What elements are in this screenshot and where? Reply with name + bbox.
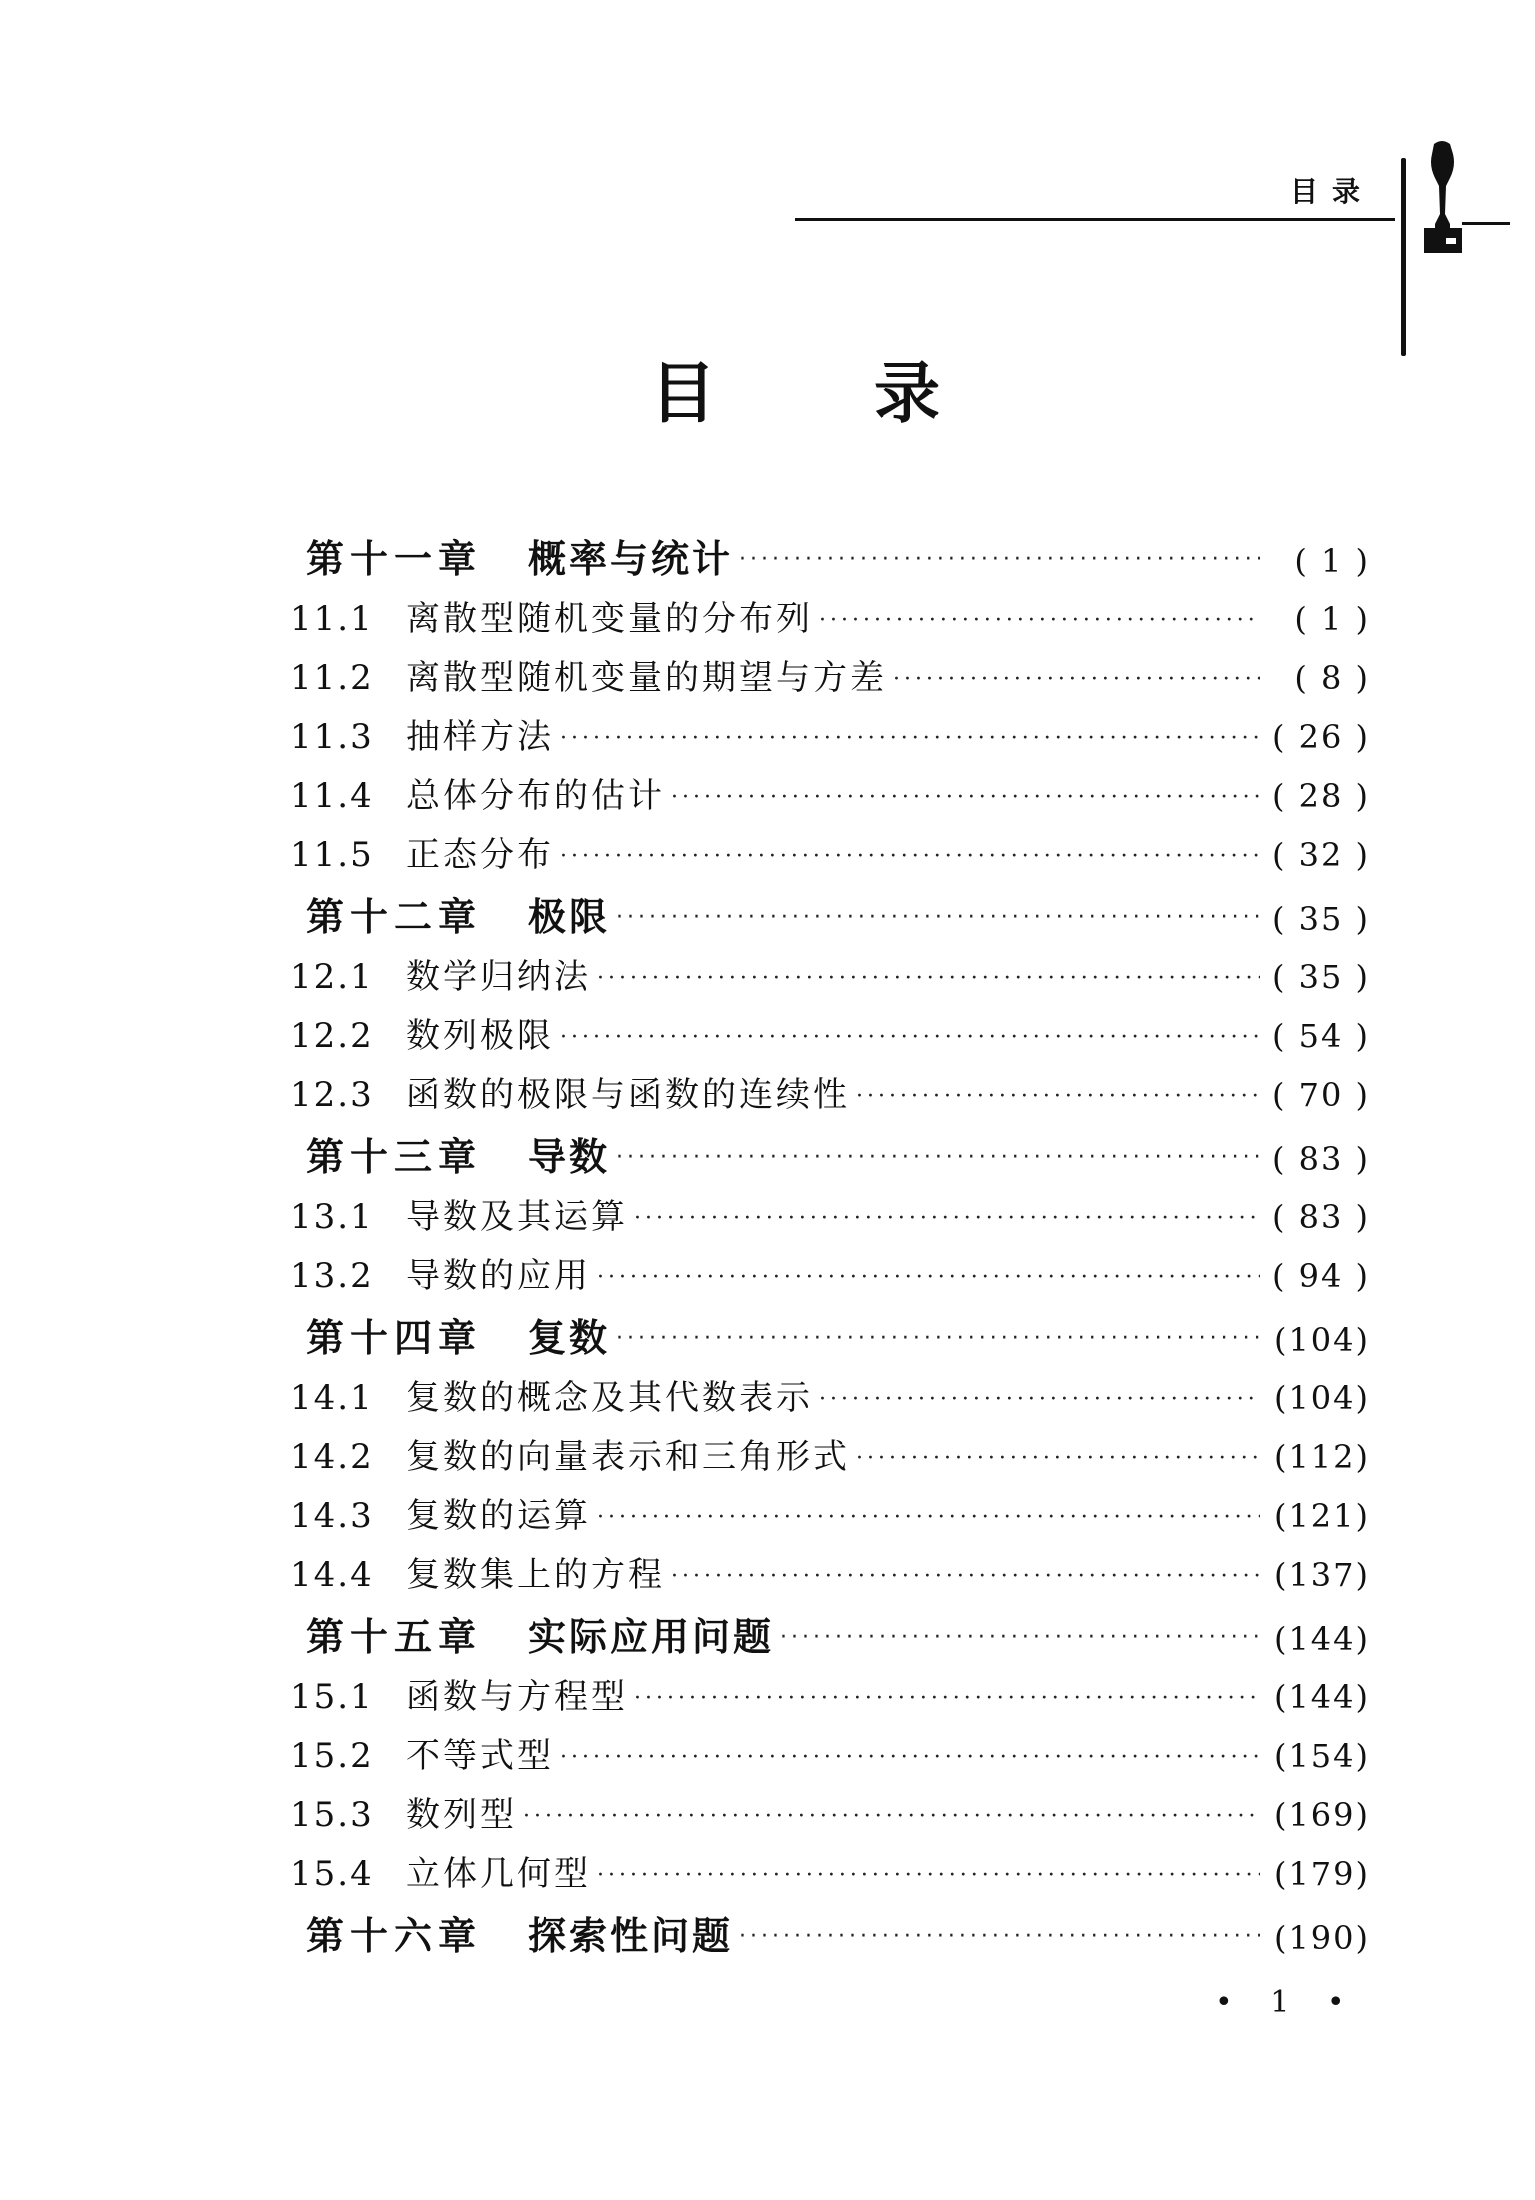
entry-page: (112)	[1273, 1438, 1370, 1476]
entry-number: 11.1	[290, 599, 374, 639]
toc-section-entry[interactable]	[290, 1067, 1370, 1126]
toc-section-entry[interactable]	[290, 1370, 1370, 1429]
dot-leader	[893, 669, 1260, 691]
entry-title: 实际应用问题	[528, 1615, 775, 1659]
dot-leader	[597, 968, 1260, 990]
dot-leader	[819, 610, 1260, 632]
entry-page: ( 8 )	[1294, 659, 1370, 697]
dot-leader	[616, 1328, 1260, 1350]
toc-chapter-entry[interactable]	[290, 1606, 1370, 1669]
entry-page: ( 32 )	[1271, 836, 1370, 874]
entry-number: 14.1	[290, 1378, 374, 1418]
toc-section-entry[interactable]	[290, 1547, 1370, 1606]
dot-leader	[560, 846, 1260, 868]
toc-section-entry[interactable]	[290, 1008, 1370, 1067]
entry-page: ( 1 )	[1294, 600, 1370, 638]
entry-title: 探索性问题	[528, 1914, 734, 1958]
dot-leader	[856, 1086, 1260, 1108]
entry-number: 12.3	[290, 1075, 374, 1115]
entry-number: 13.2	[290, 1256, 374, 1296]
entry-page: (104)	[1273, 1379, 1370, 1417]
entry-page: ( 35 )	[1271, 900, 1370, 938]
dot-leader	[856, 1448, 1260, 1470]
entry-title: 不等式型	[406, 1736, 554, 1776]
toc-section-entry[interactable]	[290, 949, 1370, 1008]
entry-page: (137)	[1273, 1556, 1370, 1594]
entry-page: (190)	[1273, 1919, 1370, 1957]
entry-number: 15.4	[290, 1854, 374, 1894]
entry-title: 抽样方法	[406, 717, 554, 757]
header-rule	[795, 218, 1395, 221]
entry-page: ( 94 )	[1271, 1257, 1370, 1295]
entry-number: 11.5	[290, 835, 374, 875]
entry-page: (144)	[1273, 1620, 1370, 1658]
entry-title: 复数的概念及其代数表示	[406, 1378, 813, 1418]
dot-leader	[523, 1806, 1260, 1828]
trophy-icon	[1420, 140, 1465, 255]
table-of-contents	[290, 528, 1370, 1968]
toc-section-entry[interactable]	[290, 768, 1370, 827]
entry-page: (154)	[1273, 1737, 1370, 1775]
dot-leader	[780, 1627, 1260, 1649]
entry-number: 12.2	[290, 1016, 374, 1056]
entry-title: 导数的应用	[406, 1256, 591, 1296]
dot-leader	[671, 787, 1260, 809]
entry-title: 离散型随机变量的期望与方差	[406, 658, 887, 698]
entry-number: 第十四章	[306, 1316, 483, 1360]
entry-number: 第十五章	[306, 1615, 483, 1659]
entry-number: 第十二章	[306, 895, 483, 939]
toc-chapter-entry[interactable]	[290, 886, 1370, 949]
toc-section-entry[interactable]	[290, 1429, 1370, 1488]
dot-leader	[634, 1688, 1260, 1710]
toc-chapter-entry[interactable]	[290, 528, 1370, 591]
entry-page: (121)	[1273, 1497, 1370, 1535]
entry-title: 极限	[528, 895, 611, 939]
dot-leader	[597, 1507, 1260, 1529]
entry-title: 复数	[528, 1316, 611, 1360]
entry-number: 11.2	[290, 658, 374, 698]
page-title: 目录	[650, 355, 1098, 432]
entry-page: ( 83 )	[1271, 1140, 1370, 1178]
toc-section-entry[interactable]	[290, 1669, 1370, 1728]
toc-section-entry[interactable]	[290, 591, 1370, 650]
entry-number: 11.3	[290, 717, 374, 757]
entry-title: 函数的极限与函数的连续性	[406, 1075, 850, 1115]
toc-section-entry[interactable]	[290, 1189, 1370, 1248]
entry-number: 15.3	[290, 1795, 374, 1835]
entry-number: 第十三章	[306, 1135, 483, 1179]
entry-number: 第十六章	[306, 1914, 483, 1958]
entry-number: 13.1	[290, 1197, 374, 1237]
entry-page: ( 83 )	[1271, 1198, 1370, 1236]
entry-title: 导数	[528, 1135, 611, 1179]
entry-page: ( 54 )	[1271, 1017, 1370, 1055]
dot-leader	[597, 1267, 1260, 1289]
toc-chapter-entry[interactable]	[290, 1905, 1370, 1968]
dot-leader	[560, 1747, 1260, 1769]
entry-title: 数列型	[406, 1795, 517, 1835]
toc-section-entry[interactable]	[290, 1488, 1370, 1547]
toc-section-entry[interactable]	[290, 709, 1370, 768]
entry-page: (179)	[1273, 1855, 1370, 1893]
entry-title: 离散型随机变量的分布列	[406, 599, 813, 639]
entry-number: 14.4	[290, 1555, 374, 1595]
entry-page: ( 26 )	[1271, 718, 1370, 756]
entry-page: (169)	[1273, 1796, 1370, 1834]
entry-number: 12.1	[290, 957, 374, 997]
toc-section-entry[interactable]	[290, 1846, 1370, 1905]
entry-page: ( 35 )	[1271, 958, 1370, 996]
entry-title: 复数集上的方程	[406, 1555, 665, 1595]
dot-leader	[671, 1566, 1260, 1588]
entry-number: 第十一章	[306, 537, 483, 581]
header-rule-right	[1462, 222, 1510, 225]
dot-leader	[739, 549, 1260, 571]
page-number: • 1 •	[1215, 1985, 1359, 2020]
entry-title: 复数的运算	[406, 1496, 591, 1536]
toc-section-entry[interactable]	[290, 827, 1370, 886]
toc-chapter-entry[interactable]	[290, 1307, 1370, 1370]
dot-leader	[560, 728, 1260, 750]
entry-page: ( 28 )	[1271, 777, 1370, 815]
entry-title: 概率与统计	[528, 537, 734, 581]
entry-title: 复数的向量表示和三角形式	[406, 1437, 850, 1477]
toc-section-entry[interactable]	[290, 650, 1370, 709]
entry-page: (144)	[1273, 1678, 1370, 1716]
entry-title: 函数与方程型	[406, 1677, 628, 1717]
entry-number: 14.3	[290, 1496, 374, 1536]
dot-leader	[616, 1147, 1260, 1169]
toc-section-entry[interactable]	[290, 1728, 1370, 1787]
entry-title: 数列极限	[406, 1016, 554, 1056]
entry-page: ( 70 )	[1271, 1076, 1370, 1114]
toc-section-entry[interactable]	[290, 1248, 1370, 1307]
entry-title: 总体分布的估计	[406, 776, 665, 816]
entry-page: ( 1 )	[1294, 542, 1370, 580]
entry-title: 导数及其运算	[406, 1197, 628, 1237]
header-vertical-rule	[1401, 158, 1406, 356]
dot-leader	[634, 1208, 1260, 1230]
entry-page: (104)	[1273, 1321, 1370, 1359]
dot-leader	[597, 1865, 1260, 1887]
dot-leader	[819, 1389, 1260, 1411]
entry-title: 立体几何型	[406, 1854, 591, 1894]
dot-leader	[616, 907, 1260, 929]
dot-leader	[560, 1027, 1260, 1049]
entry-title: 正态分布	[406, 835, 554, 875]
entry-number: 11.4	[290, 776, 374, 816]
entry-number: 15.2	[290, 1736, 374, 1776]
toc-chapter-entry[interactable]	[290, 1126, 1370, 1189]
entry-title: 数学归纳法	[406, 957, 591, 997]
dot-leader	[739, 1926, 1260, 1948]
running-head: 目录	[1290, 175, 1375, 208]
toc-section-entry[interactable]	[290, 1787, 1370, 1846]
entry-number: 15.1	[290, 1677, 374, 1717]
entry-number: 14.2	[290, 1437, 374, 1477]
